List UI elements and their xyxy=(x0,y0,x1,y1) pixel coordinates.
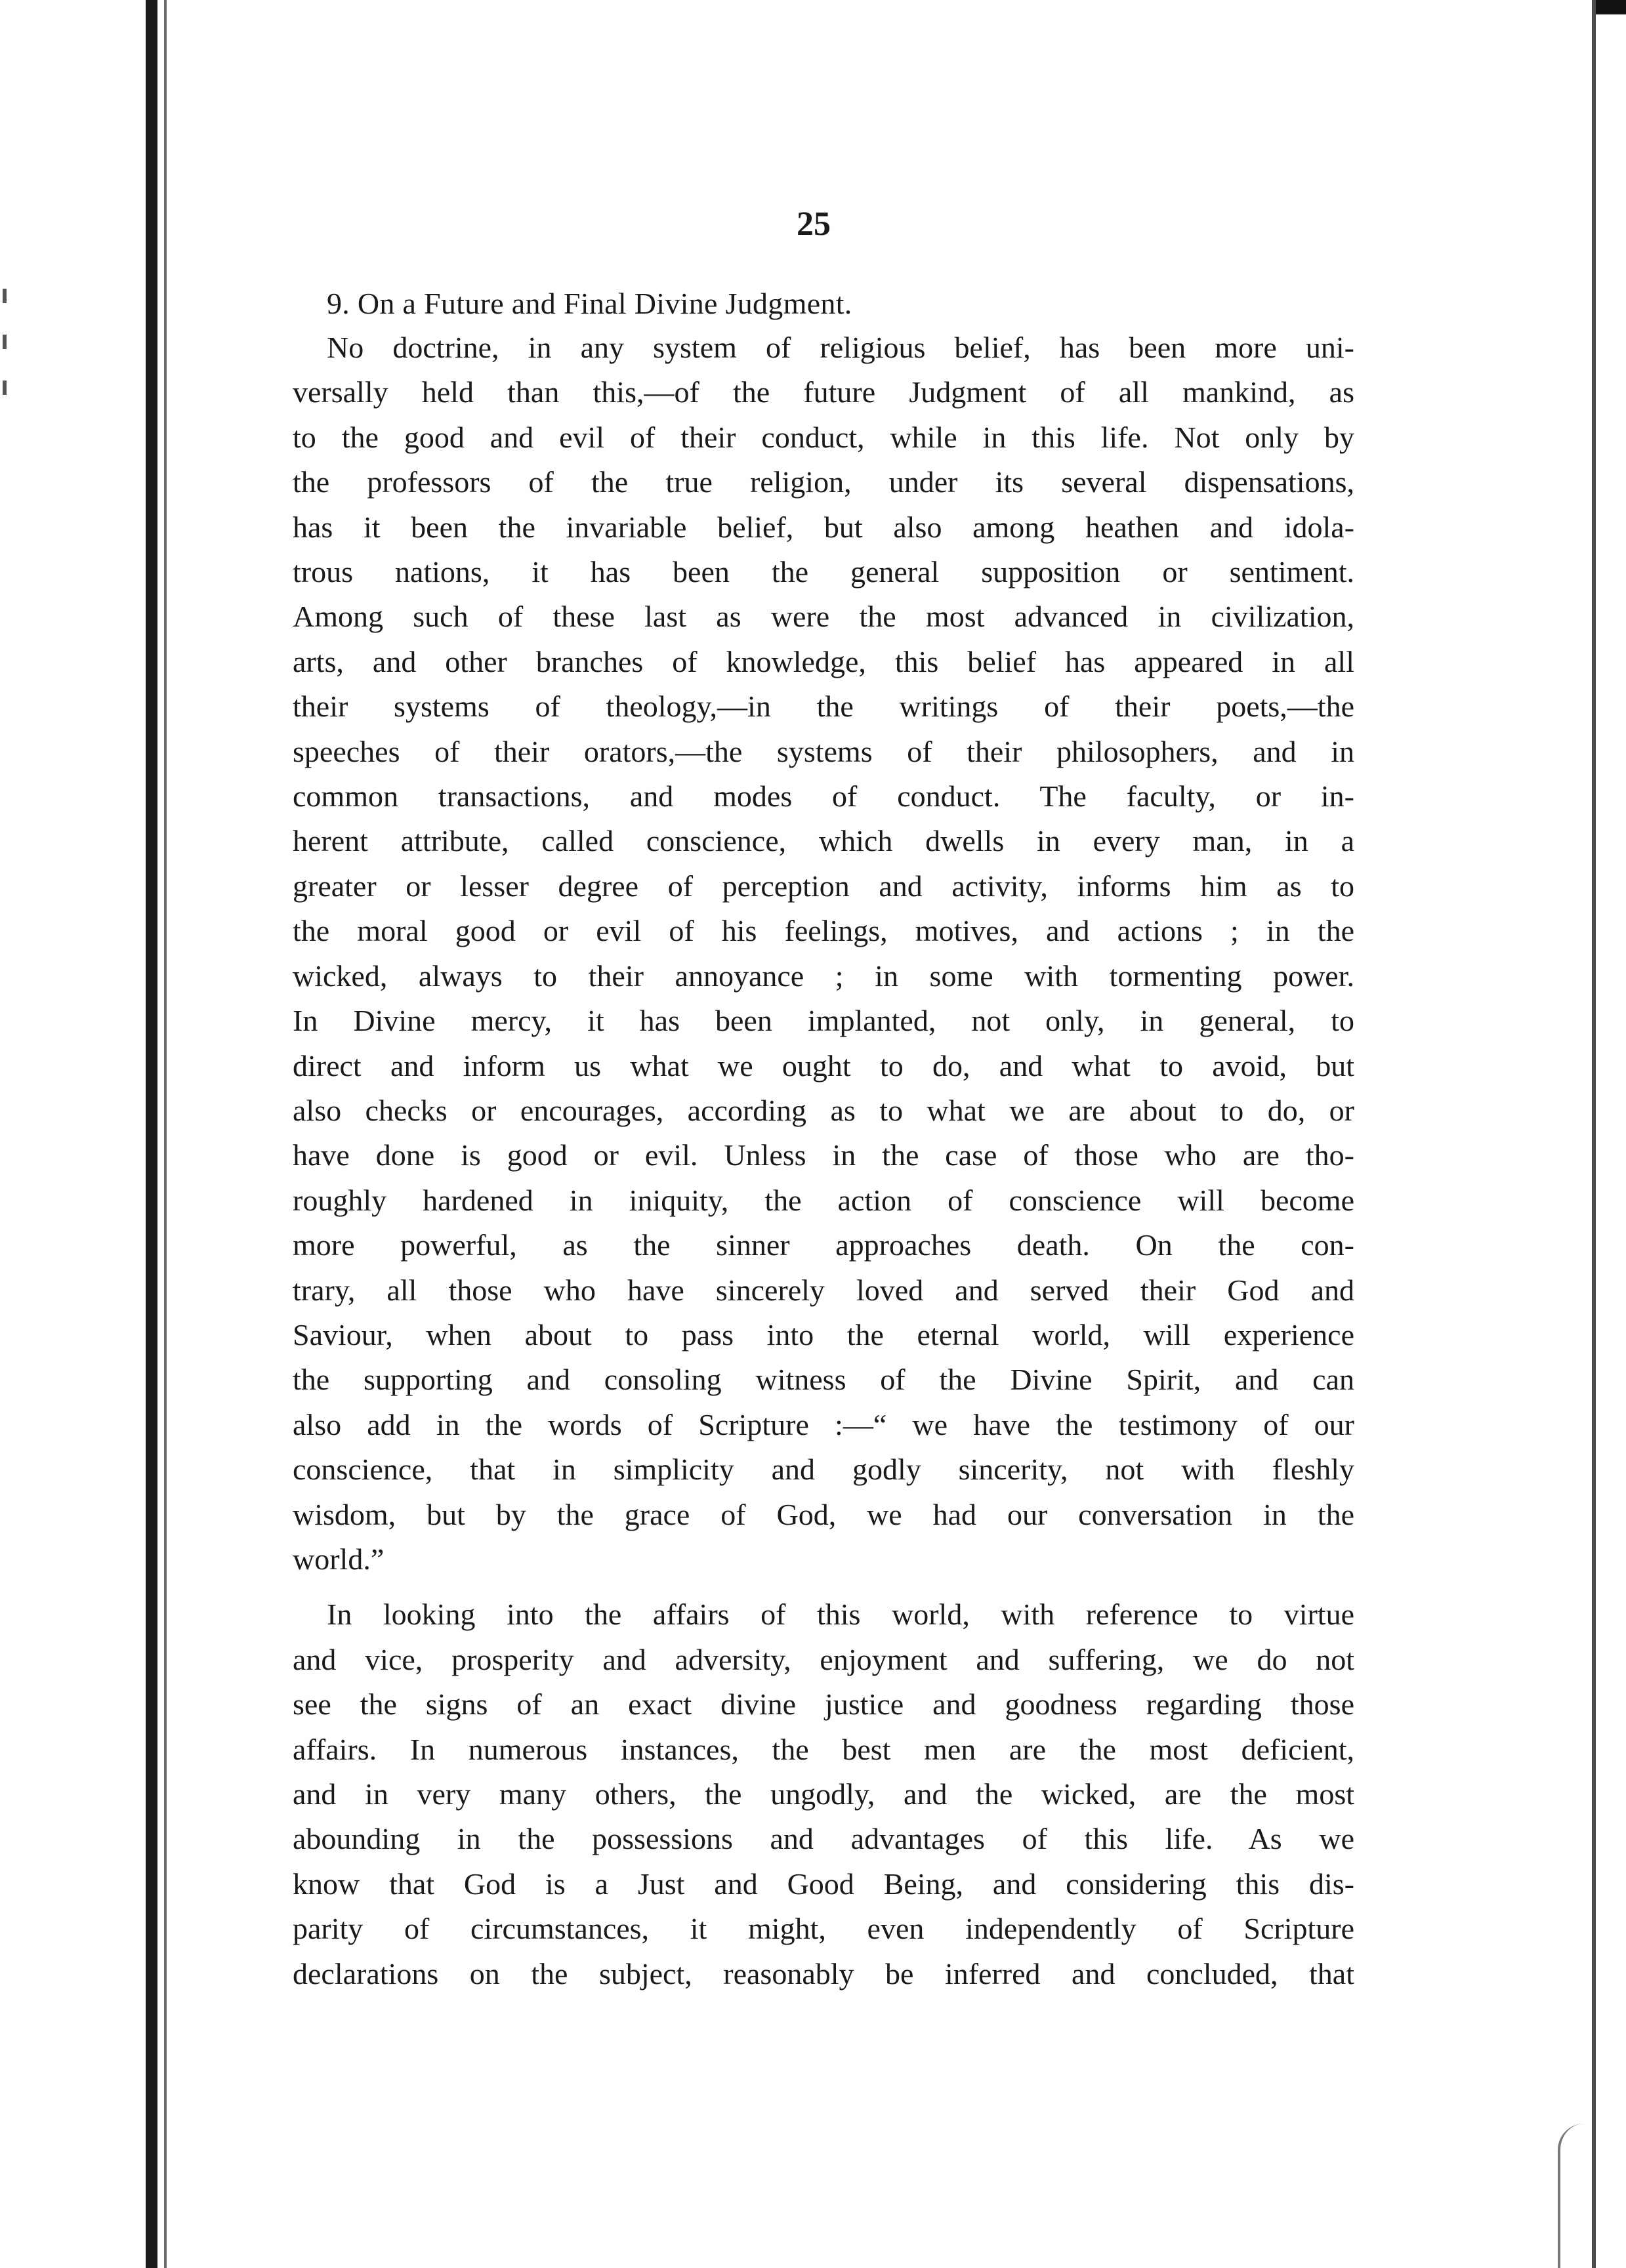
adjacent-page-marks xyxy=(3,289,12,420)
text-line: Saviour, when about to pass into the eternal world, will experience xyxy=(293,1317,1354,1351)
text-line: declarations on the subject, reasonably be inferred and concluded, that xyxy=(293,1956,1354,1990)
text-line: and in very many others, the ungodly, and the wicked, are the most xyxy=(293,1777,1354,1811)
page-right-edge xyxy=(1592,0,1596,2268)
text-line: conscience, that in simplicity and godly sincerity, not with fleshly xyxy=(293,1453,1354,1487)
text-line: roughly hardened in iniquity, the action of conscience will become xyxy=(293,1183,1354,1217)
text-line: wicked, always to their annoyance ; in some with tormenting power. xyxy=(293,959,1354,993)
page-curl xyxy=(1558,2124,1587,2268)
text-line: to the good and evil of their conduct, while in this life. Not only by xyxy=(293,420,1354,454)
text-line: also add in the words of Scripture :—“ we have the testimony of our xyxy=(293,1407,1354,1441)
text-line: know that God is a Just and Good Being, and considering this dis- xyxy=(293,1866,1354,1901)
text-line: the supporting and consoling witness of the Divine Spirit, and can xyxy=(293,1363,1354,1397)
text-line: direct and inform us what we ought to do, and what to avoid, but xyxy=(293,1048,1354,1082)
text-line: their systems of theology,—in the writings of their poets,—the xyxy=(293,690,1354,724)
text-line: herent attribute, called conscience, which dwells in every man, in a xyxy=(293,824,1354,858)
page-body xyxy=(293,282,1354,1996)
binding-edge-shadow xyxy=(164,0,167,2268)
text-line: No doctrine, in any system of religious belief, has been more uni- xyxy=(327,331,1354,364)
text-line: more powerful, as the sinner approaches death. On the con- xyxy=(293,1228,1354,1262)
text-line: trous nations, it has been the general supposition or sentiment. xyxy=(293,555,1354,589)
text-line: abounding in the possessions and advantages of this life. As we xyxy=(293,1822,1354,1856)
text-line: Among such of these last as were the most advanced in civilization, xyxy=(293,600,1354,634)
text-line: affairs. In numerous instances, the best men are the most deficient, xyxy=(293,1732,1354,1766)
text-line: also checks or encourages, according as to what we are about to do, or xyxy=(293,1093,1354,1127)
text-line: has it been the invariable belief, but also among heathen and idola- xyxy=(293,510,1354,544)
text-line: speeches of their orators,—the systems of their philosophers, and in xyxy=(293,734,1354,768)
text-line: arts, and other branches of knowledge, this belief has appeared in all xyxy=(293,644,1354,678)
text-line: the moral good or evil of his feelings, motives, and actions ; in the xyxy=(293,914,1354,948)
text-line: the professors of the true religion, under its several dispensations, xyxy=(293,465,1354,499)
text-line: see the signs of an exact divine justice and goodness regarding those xyxy=(293,1687,1354,1722)
text-line: In Divine mercy, it has been implanted, not only, in general, to xyxy=(293,1004,1354,1038)
paragraph-2 xyxy=(293,1592,1354,1996)
text-line: wisdom, but by the grace of God, we had our conversation in the xyxy=(293,1497,1354,1531)
text-line: have done is good or evil. Unless in the case of those who are tho- xyxy=(293,1138,1354,1172)
scan-left-margin xyxy=(0,0,152,2268)
paragraph-1 xyxy=(293,325,1354,1582)
text-line: parity of circumstances, it might, even independently of Scripture xyxy=(293,1912,1354,1946)
scan-corner-shadow xyxy=(1596,0,1626,14)
page-number: 25 xyxy=(797,205,831,243)
text-line: trary, all those who have sincerely loved and served their God and xyxy=(293,1273,1354,1307)
text-line: greater or lesser degree of perception and activity, informs him as to xyxy=(293,869,1354,903)
text-line: versally held than this,—of the future Judgment of all mankind, as xyxy=(293,375,1354,409)
text-line: common transactions, and modes of conduct. The faculty, or in- xyxy=(293,779,1354,814)
section-heading: 9. On a Future and Final Divine Judgment. xyxy=(327,287,852,320)
text-line: In looking into the affairs of this world, with reference to virtue xyxy=(327,1598,1354,1632)
binding-edge xyxy=(146,0,157,2268)
text-line: and vice, prosperity and adversity, enjoyment and suffering, we do not xyxy=(293,1642,1354,1676)
scan-right-margin xyxy=(1596,0,1626,2268)
text-line: world.” xyxy=(293,1542,385,1576)
